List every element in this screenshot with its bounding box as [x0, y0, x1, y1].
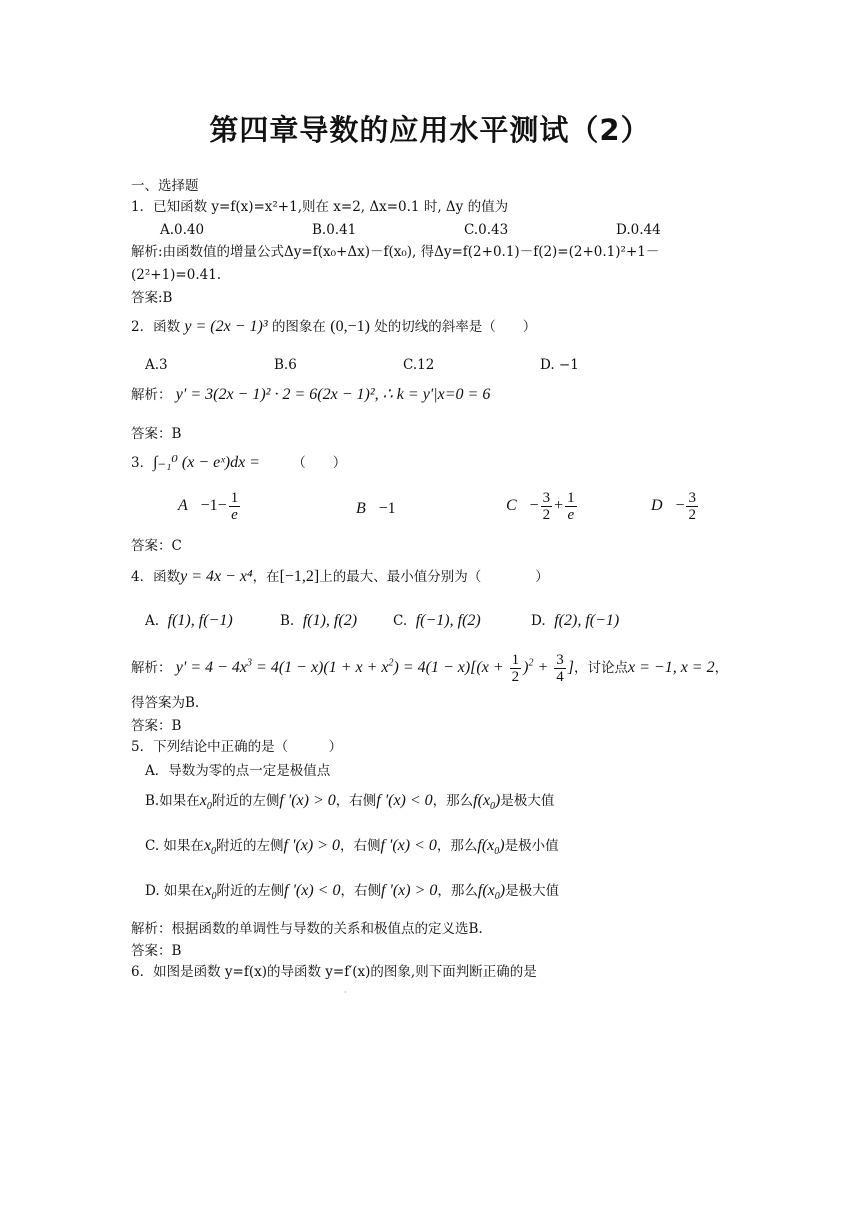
q4-option-d: D. f(2), f(−1) — [531, 612, 620, 629]
q5-stem: 5．下列结论中正确的是（ ） — [131, 739, 343, 755]
q3-option-a: A −1− $\frac{1}{e}$ — [178, 490, 239, 523]
q4-analysis-line2: 得答案为B. — [131, 695, 200, 711]
q2-option-b: B.6 — [274, 357, 297, 373]
q5-option-c: C. 如果在$x_0$附近的左侧f '(x) > 0，右侧f '(x) < 0，那么$f(x_0)$是极小值 — [145, 837, 559, 858]
q1-stem: 1．已知函数 y=f(x)=x²+1,则在 x=2, Δx=0.1 时, Δy 的值为 — [131, 199, 509, 215]
q3-option-c: C − $\frac{3}{2}$ + $\frac{1}{e}$ — [506, 490, 575, 523]
q4-analysis: 解析： $y' = 4 - 4x^3 = 4(1 - x)(1 + x + x^2) = 4(1 - x)[(x$ + $\frac{1}{2}$ )$^2$ + $\frac{3}{4}$ ]，讨论点x = −1, x = 2， — [131, 652, 729, 685]
q3-answer: 答案：C — [131, 538, 182, 554]
q1-option-b: B.0.41 — [312, 222, 357, 238]
q1-option-c: C.0.43 — [464, 222, 509, 238]
q4-stem: 4．函数y = 4x − x⁴，在[−1,2]上的最大、最小值分别为（ ） — [131, 568, 549, 585]
section-heading: 一、选择题 — [131, 178, 199, 194]
q2-option-a: A.3 — [145, 357, 168, 373]
page-title: 第四章导数的应用水平测试（2） — [209, 113, 651, 147]
q4-function-expr: y = 4x − x⁴ — [180, 568, 253, 585]
q1-analysis-line1: 解析:由函数值的增量公式Δy=f(x₀+Δx)－f(x₀), 得Δy=f(2+0.1)－f(2)=(2+0.1)²+1－ — [131, 244, 660, 260]
q4-critical-points: x = −1, x = 2 — [628, 659, 715, 676]
q5-analysis: 解析：根据函数的单调性与导数的关系和极值点的定义选B. — [131, 921, 483, 937]
q2-derivative-expr: y' = 3(2x − 1)² · 2 = 6(2x − 1)², ∴ k = y'|x=0 = 6 — [175, 386, 491, 403]
q2-function-expr: y = (2x − 1)³ — [184, 318, 268, 335]
q2-point: (0,−1) — [330, 318, 370, 335]
q4-option-c: C. f(−1), f(2) — [393, 612, 481, 629]
q1-answer: 答案:B — [131, 290, 173, 306]
q1-analysis-line2: (2²+1)=0.41. — [131, 267, 222, 283]
q1-option-a: A.0.40 — [160, 222, 205, 238]
page-mark: · — [344, 988, 347, 997]
q5-answer: 答案：B — [131, 943, 182, 959]
q1-option-d: D.0.44 — [616, 222, 661, 238]
q2-option-c: C.12 — [403, 357, 435, 373]
q3-option-b: B −1 — [356, 500, 396, 517]
q4-answer: 答案：B — [131, 718, 182, 734]
q2-option-d: D. −1 — [540, 357, 579, 373]
q6-stem: 6．如图是函数 y=f(x)的导函数 y=f′(x)的图象,则下面判断正确的是 — [131, 964, 537, 980]
q4-option-a: A. f(1), f(−1) — [145, 612, 233, 629]
q5-option-d: D. 如果在$x_0$附近的左侧f '(x) < 0，右侧f '(x) > 0，那么$f(x_0)$是极大值 — [145, 882, 560, 903]
q5-option-b: B.如果在$x_0$附近的左侧f '(x) > 0，右侧f '(x) < 0，那么$f(x_0)$是极大值 — [145, 792, 555, 813]
q2-stem: 2．函数 y = (2x − 1)³ 的图象在 (0,−1) 处的切线的斜率是（ ） — [131, 318, 537, 335]
q3-stem: 3．∫₋₁⁰ (x − eˣ)dx = （ ） — [131, 454, 347, 471]
q3-option-d: D − $\frac{3}{2}$ — [651, 490, 696, 523]
q4-interval: [−1,2] — [279, 568, 320, 585]
q3-integral-expr: ∫₋₁⁰ (x − eˣ)dx = — [153, 454, 260, 471]
q2-analysis: 解析： y' = 3(2x − 1)² · 2 = 6(2x − 1)², ∴ k = y'|x=0 = 6 — [131, 386, 491, 403]
q2-answer: 答案：B — [131, 426, 182, 442]
q4-option-b: B. f(1), f(2) — [280, 612, 358, 629]
q5-option-a: A．导数为零的点一定是极值点 — [145, 763, 331, 779]
